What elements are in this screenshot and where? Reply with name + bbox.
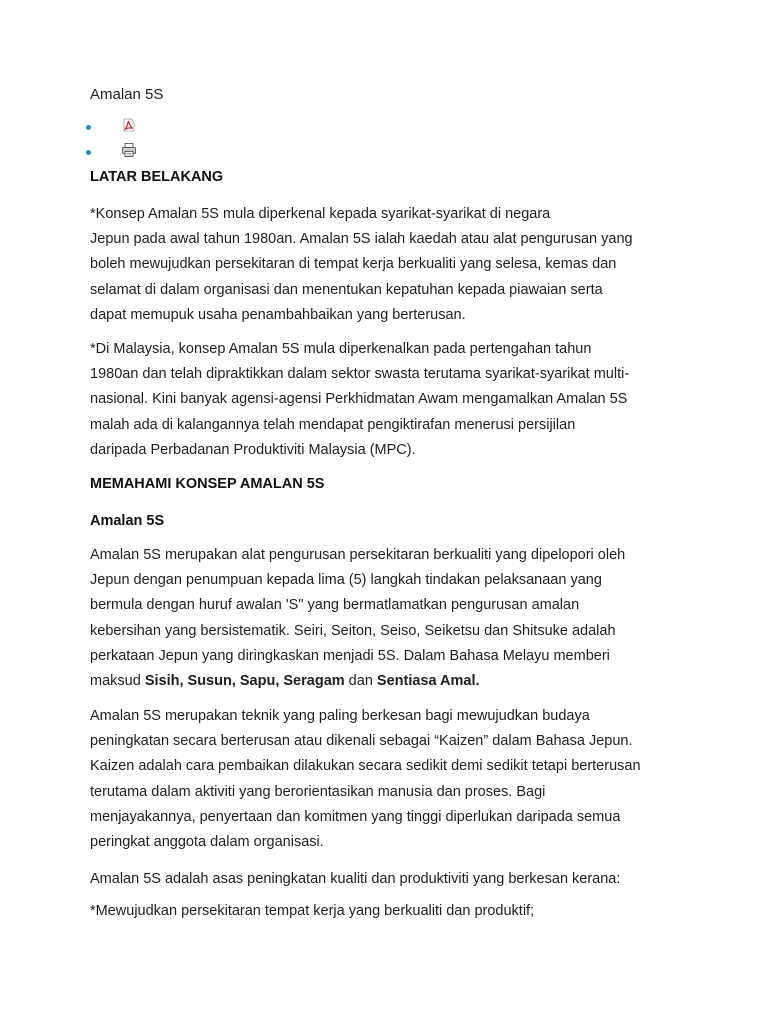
bullet-dot	[86, 125, 91, 130]
text-line: *Di Malaysia, konsep Amalan 5S mula diperkenalkan pada pertengahan tahun	[90, 341, 592, 357]
text-line: selamat di dalam organisasi dan menentukan kepatuhan kepada piawaian serta	[90, 281, 603, 298]
paragraph-3	[90, 543, 690, 694]
list-item	[86, 137, 137, 162]
paragraph-2	[90, 337, 690, 463]
icon-list	[86, 112, 137, 162]
document-title: Amalan 5S	[90, 86, 164, 103]
text-fragment: dan	[344, 673, 377, 690]
text-line: peringkat anggota dalam organisasi.	[90, 834, 324, 851]
text-fragment: maksud	[90, 673, 145, 690]
text-line: menjayakannya, penyertaan dan komitmen yang tinggi diperlukan daripada semua	[90, 808, 621, 825]
text-line: terutama dalam aktiviti yang berorientasikan manusia dan proses. Bagi	[90, 783, 546, 800]
list-item	[86, 112, 137, 137]
heading-latar-belakang: LATAR BELAKANG	[90, 169, 224, 185]
text-line: Amalan 5S merupakan teknik yang paling berkesan bagi mewujudkan budaya	[90, 708, 590, 724]
paragraph-6: *Mewujudkan persekitaran tempat kerja yang berkualiti dan produktif;	[90, 903, 535, 919]
text-line: boleh mewujudkan persekitaran di tempat kerja berkualiti yang selesa, kemas dan	[90, 256, 617, 273]
text-line: kebersihan yang bersistematik. Seiri, Seiton, Seiso, Seiketsu dan Shitsuke adalah	[90, 622, 616, 639]
print-icon[interactable]	[121, 142, 137, 158]
text-line: Amalan 5S merupakan alat pengurusan persekitaran berkualiti yang dipelopori oleh	[90, 547, 626, 563]
text-line: perkataan Jepun yang diringkaskan menjadi 5S. Dalam Bahasa Melayu memberi	[90, 647, 610, 664]
pdf-icon[interactable]	[121, 117, 137, 133]
text-line: Jepun dengan penumpuan kepada lima (5) langkah tindakan pelaksanaan yang	[90, 572, 602, 589]
text-line: dapat memupuk usaha penambahbaikan yang berterusan.	[90, 306, 466, 323]
paragraph-5: Amalan 5S adalah asas peningkatan kualiti dan produktiviti yang berkesan kerana:	[90, 871, 621, 887]
heading-memahami-konsep: MEMAHAMI KONSEP AMALAN 5S	[90, 476, 325, 492]
text-line: bermula dengan huruf awalan 'S" yang bermatlamatkan pengurusan amalan	[90, 597, 580, 614]
paragraph-1	[90, 202, 690, 328]
bullet-dot	[86, 150, 91, 155]
bold-terms-2: Sentiasa Amal.	[376, 673, 480, 690]
text-line: peningkatan secara berterusan atau dikenali sebagai “Kaizen” dalam Bahasa Jepun.	[90, 733, 633, 750]
paragraph-4	[90, 704, 690, 855]
text-line: Jepun pada awal tahun 1980an. Amalan 5S ialah kaedah atau alat pengurusan yang	[90, 231, 633, 248]
text-line	[90, 669, 690, 694]
text-line: nasional. Kini banyak agensi-agensi Perkhidmatan Awam mengamalkan Amalan 5S	[90, 391, 628, 408]
text-line: *Konsep Amalan 5S mula diperkenal kepada syarikat-syarikat di negara	[90, 206, 551, 222]
text-line: Kaizen adalah cara pembaikan dilakukan secara sedikit demi sedikit tetapi berterusan	[90, 758, 641, 775]
text-line: daripada Perbadanan Produktiviti Malaysia (MPC).	[90, 441, 416, 458]
text-line: 1980an dan telah dipraktikkan dalam sektor swasta terutama syarikat-syarikat multi-	[90, 366, 630, 383]
bold-terms-1: Sisih, Susun, Sapu, Seragam	[144, 673, 345, 690]
text-line: malah ada di kalangannya telah mendapat pengiktirafan menerusi persijilan	[90, 416, 576, 433]
subheading-amalan-5s: Amalan 5S	[90, 513, 165, 529]
